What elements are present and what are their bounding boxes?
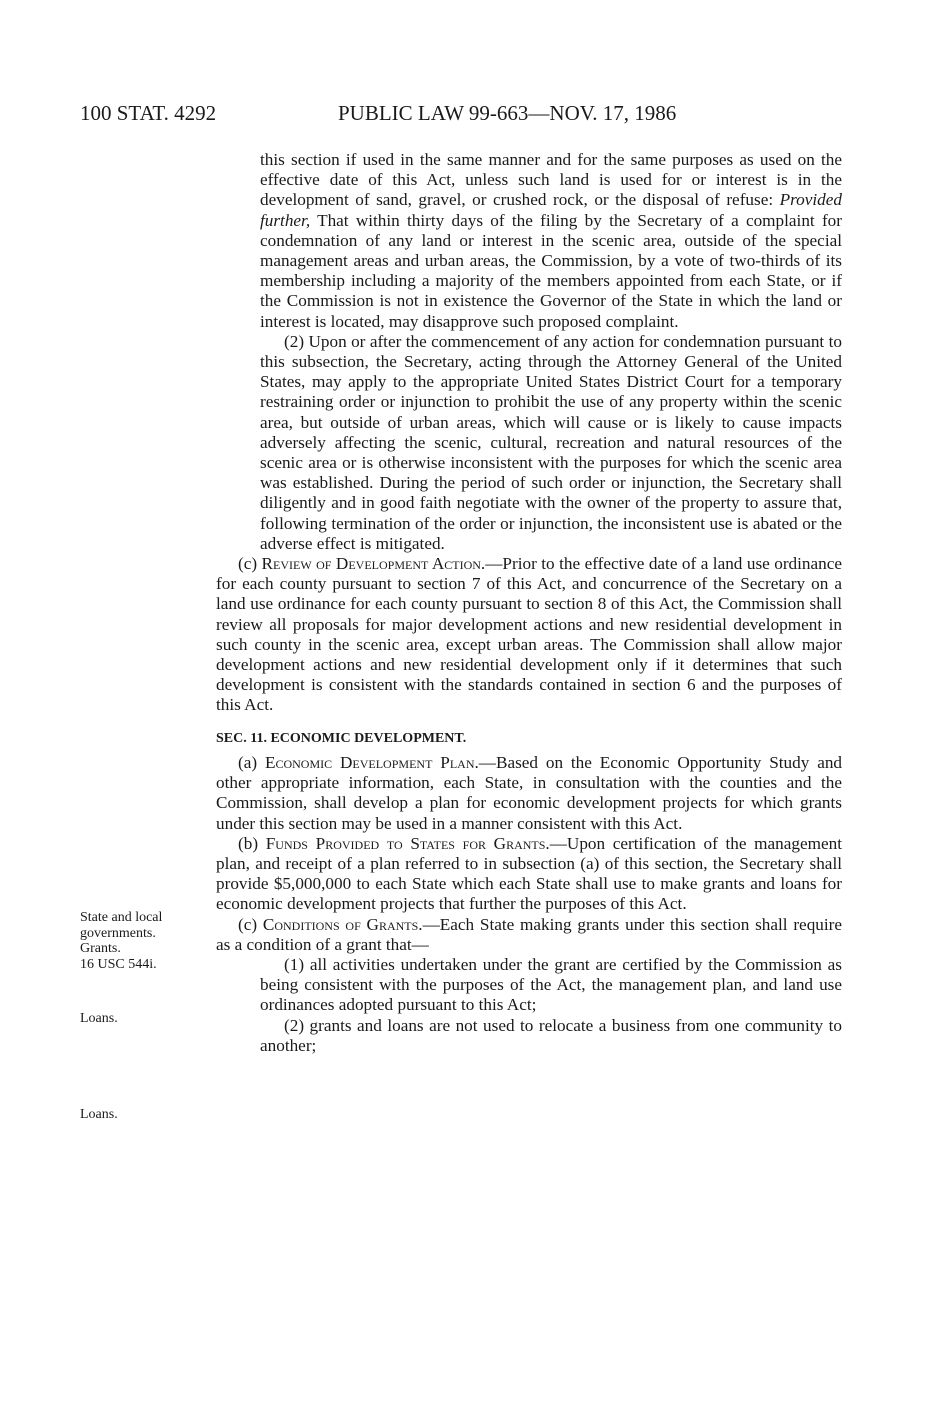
section-heading: SEC. 11. ECONOMIC DEVELOPMENT. xyxy=(216,730,467,746)
statute-page-number: 100 STAT. 4292 xyxy=(80,101,217,125)
running-title: PUBLIC LAW 99-663—NOV. 17, 1986 xyxy=(338,101,677,125)
p3-heading: Review of Development Action. xyxy=(261,554,486,574)
p3-body: —Prior to the effective date of a land use ordinance for each county pursuant to section 7 of this Act, and concurrence of the Secretary on a land use ordinance for each county pursuant to section 8 of this Act, the Commission shall review all proposals for major development actions and new residential development in such county in the scenic area, except urban areas. The Commission shall allow major development actions and new residential development only if it determines that such development is consistent with the standards contained in section 6 and the purposes of this Act. xyxy=(216,554,843,715)
condition-2: (2) grants and loans are not used to relocate a business from one community to another; xyxy=(260,1015,842,1055)
p5-body: —Upon certification of the management plan, and receipt of a plan referred to in subsection (a) of this section, the Secretary shall provide $5,000,000 to each State which each State shall use to make grants and loans for economic development projects that further the purposes of this Act. xyxy=(216,833,842,914)
subsection-a-plan xyxy=(216,753,842,834)
margin-note-loans-2: Loans. xyxy=(80,1107,118,1122)
p4-lead: (a) xyxy=(238,752,265,772)
margin-note-loans-1: Loans. xyxy=(80,1011,118,1026)
condition-1: (1) all activities undertaken under the grant are certified by the Commission as being consistent with the purposes of the Act, the management plan, and land use ordinances adopted pursuant to this Act; xyxy=(260,954,842,1015)
p1-text-a: this section if used in the same manner and for the same purposes as used on the effective date of this Act, unless such land is used for or interest is in the development of sand, gravel, or crushed rock, or the disposal of refuse: xyxy=(260,150,842,210)
subsection-c-review xyxy=(216,554,842,716)
p6-lead: (c) xyxy=(238,914,263,934)
margin-note-grants xyxy=(80,910,210,972)
p4-heading: Economic Development Plan. xyxy=(264,752,479,772)
p3-lead: (c) xyxy=(238,554,262,574)
p4-body: —Based on the Economic Opportunity Study and other appropriate information, each State, in consultation with the counties and the Commission, shall develop a plan for economic development projects for which grants under this section may be used in a manner consistent with this Act. xyxy=(216,752,843,833)
margin-note-line: State and local xyxy=(80,910,163,925)
subsection-c-conditions xyxy=(216,915,842,955)
subsection-b-funds xyxy=(216,834,842,915)
margin-note-line: Grants. xyxy=(80,941,121,956)
page-header xyxy=(80,101,880,133)
paragraph-continuation xyxy=(216,150,842,332)
p5-lead: (b) xyxy=(238,833,266,853)
p5-heading: Funds Provided to States for Grants. xyxy=(265,833,550,853)
p1-italic: Provided further, xyxy=(260,190,842,230)
main-body-text xyxy=(216,150,842,1056)
p1-text-b: That within thirty days of the filing by the Secretary of a complaint for condemnation of any land or interest in the scenic area, outside of the special management areas and urban areas, the Commission, by a vote of two-thirds of its membership including a majority of the members appointed from each State, or if the Commission is not in existence the Governor of the State in which the land or interest is located, may disapprove such proposed complaint. xyxy=(260,210,842,331)
p6-body: —Each State making grants under this section shall require as a condition of a grant that— xyxy=(216,914,843,954)
p6-heading: Conditions of Grants. xyxy=(262,914,423,934)
margin-note-line: governments. xyxy=(80,925,156,941)
paragraph-2: (2) Upon or after the commencement of any action for condemnation pursuant to this subsection, the Secretary, acting through the Attorney General of the United States, may apply to the appropriate United States District Court for a temporary restraining order or injunction to prohibit the use of any property within the scenic area, but outside of urban areas, which will cause or is likely to cause impacts adversely affecting the scenic, cultural, recreation and natural resources of the scenic area or is otherwise inconsistent with the purposes for which the scenic area was established. During the period of such order or injunction, the Secretary shall diligently and in good faith negotiate with the owner of the property to assure that, following termination of the order or injunction, the inconsistent use is abated or the adverse effect is mitigated. xyxy=(260,331,842,553)
margin-note-line: 16 USC 544i. xyxy=(80,956,157,972)
